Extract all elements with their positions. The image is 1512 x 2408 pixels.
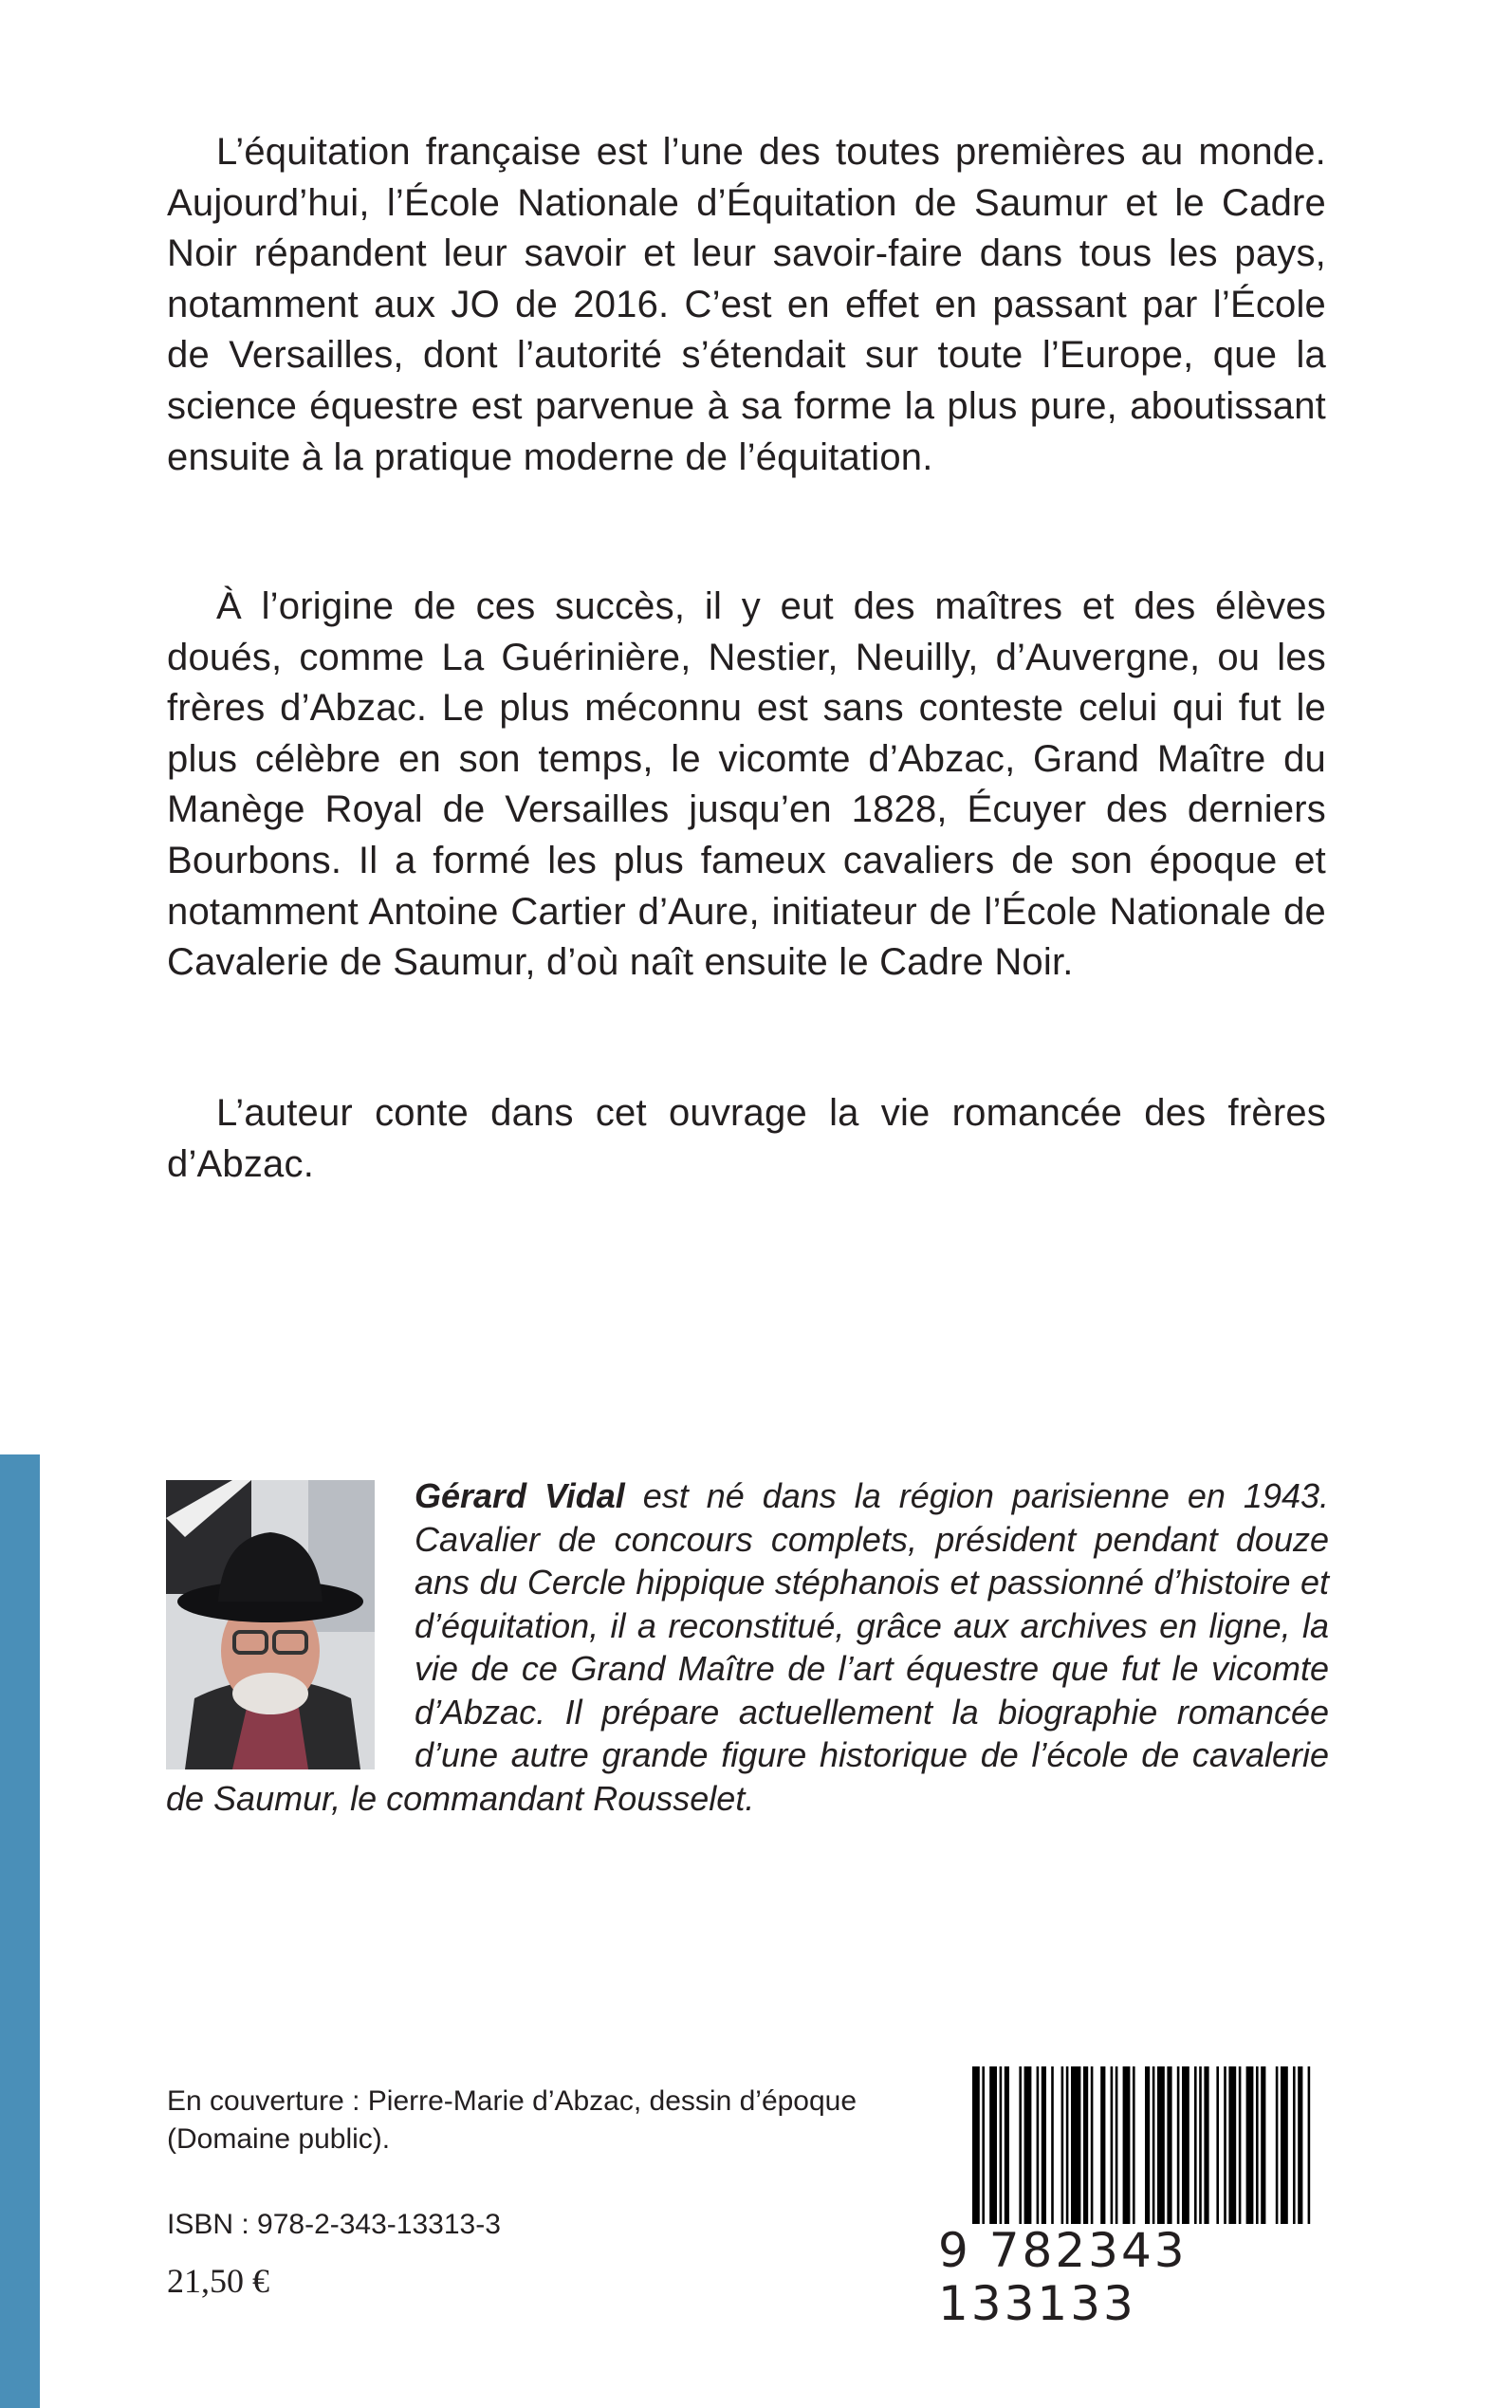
barcode-bar (1308, 2066, 1311, 2232)
barcode-bar (1157, 2066, 1165, 2232)
author-bio (166, 1474, 1329, 1820)
barcode-bar (1123, 2066, 1131, 2232)
barcode-bar (1298, 2066, 1302, 2232)
barcode-bar (1116, 2066, 1118, 2232)
summary-paragraph-3: L’auteur conte dans cet ouvrage la vie romancée des frères d’Abzac. (167, 1092, 1326, 1185)
barcode-bar (1224, 2066, 1226, 2232)
barcode-bar (1100, 2066, 1105, 2232)
barcode-bar (1281, 2066, 1288, 2232)
summary-paragraph-1: L’équitation française est l’une des toutes premières au monde. Aujourd’hui, l’École Nationale d’Équitation de Saumur et le Cadre Noir répandent leur savoir et leur savoir-faire dans tous les pays, notamment aux JO de 2016. C’est en effet en passant par l’École de Versailles, dont l’autorité s’étendait sur toute l’Europe, que la science équestre est parvenue à sa forme la plus pure, aboutissant ensuite à la pratique moderne de l’équitation. (167, 131, 1326, 478)
barcode-bar (1152, 2066, 1155, 2232)
barcode-bar (1091, 2066, 1094, 2232)
author-bio-text: est né dans la région parisienne en 1943. Cavalier de concours complets, président pendant douze ans du Cercle hippique stéphanois et passionné d’histoire et d’équitation, il a reconstitué, grâce aux archives en ligne, la vie de ce Grand Maître de l’art équestre que fut le vicomte d’Abzac. Il prépare actuellement la biographie romancée d’une autre grande figure historique de l’école de cavalerie de Saumur, le commandant Rousselet. (166, 1476, 1330, 1818)
photo-spacer (166, 1474, 415, 1776)
barcode-bar (989, 2066, 997, 2232)
side-color-bar (0, 1454, 40, 2408)
cover-credit: En couverture : Pierre-Marie d’Abzac, dessin d’époque (Domaine public). (167, 2085, 857, 2155)
barcode-bar (1145, 2066, 1150, 2232)
barcode-bar (1293, 2066, 1296, 2232)
barcode-bar (1228, 2066, 1236, 2232)
barcode-bar (1051, 2066, 1054, 2232)
barcode-bar (1239, 2066, 1242, 2232)
barcode-bar (1246, 2066, 1254, 2232)
barcode-bar (1133, 2066, 1135, 2232)
barcode-bar (1199, 2066, 1202, 2232)
price: 21,50 € (167, 2262, 269, 2300)
barcode-bar (1276, 2066, 1279, 2232)
barcode-bar (1024, 2066, 1032, 2232)
barcode-bar (1256, 2066, 1259, 2232)
barcode-bar (1111, 2066, 1114, 2232)
barcode-bar (1042, 2066, 1046, 2232)
barcode-bar (1261, 2066, 1265, 2232)
barcode-bar (1182, 2066, 1189, 2232)
isbn: ISBN : 978-2-343-13313-3 (167, 2209, 501, 2240)
barcode-bar (1000, 2066, 1003, 2232)
barcode-bar (1071, 2066, 1080, 2232)
summary-paragraph-2: À l’origine de ces succès, il y eut des maîtres et des élèves doués, comme La Guérinière, Nestier, Neuilly, d’Auvergne, ou les frères d’Abzac. Le plus méconnu est sans conteste celui qui fut le plus célèbre en son temps, le vicomte d’Abzac, Grand Maître du Manège Royal de Versailles jusqu’en 1828, Écuyer des derniers Bourbons. Il a formé les plus fameux cavaliers de son époque et notamment Antoine Cartier d’Aure, initiateur de l’École Nationale de Cavalerie de Saumur, d’où naît ensuite le Cadre Noir. (167, 585, 1326, 984)
barcode-bar (1005, 2066, 1009, 2232)
author-name: Gérard Vidal (415, 1476, 625, 1515)
barcode-bar (1019, 2066, 1022, 2232)
barcode-bar (1167, 2066, 1171, 2232)
barcode-bar (1177, 2066, 1180, 2232)
barcode-bar (1061, 2066, 1064, 2232)
barcode-digits: 9 782343 133133 (934, 2224, 1322, 2330)
barcode-bar (1066, 2066, 1069, 2232)
barcode-bar (1083, 2066, 1088, 2232)
barcode-bar (1037, 2066, 1040, 2232)
barcode-bar (1194, 2066, 1197, 2232)
